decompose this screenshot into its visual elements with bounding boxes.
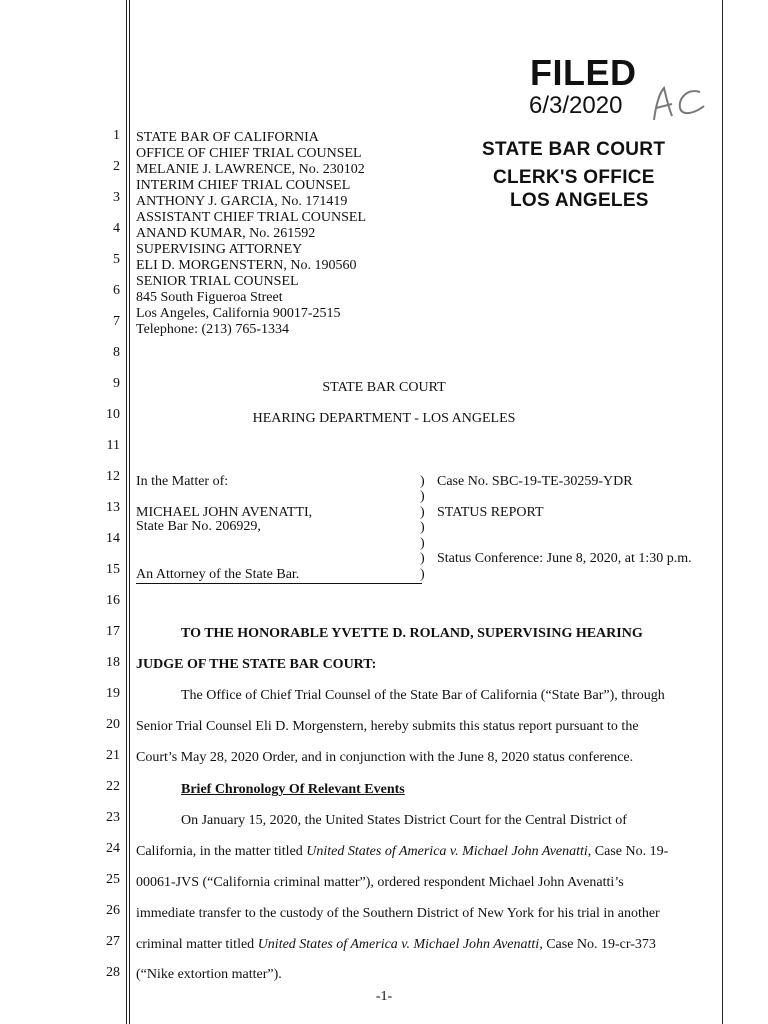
status-conference: Status Conference: June 8, 2020, at 1:30 p.m. xyxy=(437,551,692,566)
line-number: 5 xyxy=(113,252,120,267)
caption-underline xyxy=(136,583,422,584)
left-margin-rule-inner xyxy=(129,0,130,1024)
paragraph-2-line xyxy=(136,844,668,860)
counsel-line: ASSISTANT CHIEF TRIAL COUNSEL xyxy=(136,210,367,225)
paragraph-2-text: criminal matter titled xyxy=(136,937,258,952)
paragraph-2-text: , Case No. 19- xyxy=(587,844,669,859)
line-number: 1 xyxy=(113,128,120,143)
caption-paren: ) xyxy=(420,489,425,504)
counsel-line: 845 South Figueroa Street xyxy=(136,290,283,305)
page-number: -1- xyxy=(375,989,393,1004)
line-number: 25 xyxy=(106,872,120,887)
paragraph-1-line: Court’s May 28, 2020 Order, and in conjunction with the June 8, 2020 status conference. xyxy=(136,750,634,765)
caption-paren: ) xyxy=(420,551,425,566)
line-number: 27 xyxy=(106,934,120,949)
paragraph-2-line xyxy=(136,937,656,953)
case-number: Case No. SBC-19-TE-30259-YDR xyxy=(437,474,633,489)
line-number: 16 xyxy=(106,593,120,608)
line-number: 8 xyxy=(113,345,120,360)
line-number: 19 xyxy=(106,686,120,701)
counsel-line: OFFICE OF CHIEF TRIAL COUNSEL xyxy=(136,146,362,161)
counsel-line: STATE BAR OF CALIFORNIA xyxy=(136,130,319,145)
stamp-city-line: LOS ANGELES xyxy=(510,190,649,211)
section-heading: Brief Chronology Of Relevant Events xyxy=(181,782,405,797)
line-number: 14 xyxy=(106,531,120,546)
caption-attorney-line: An Attorney of the State Bar. xyxy=(136,567,300,582)
caption-paren: ) xyxy=(420,567,425,582)
counsel-line: SENIOR TRIAL COUNSEL xyxy=(136,274,299,289)
stamp-clerk-line: CLERK'S OFFICE xyxy=(493,167,655,188)
line-number: 6 xyxy=(113,283,120,298)
line-number: 20 xyxy=(106,717,120,732)
caption-bar-number: State Bar No. 206929, xyxy=(136,519,261,534)
counsel-block xyxy=(136,130,416,338)
address-line-1: TO THE HONORABLE YVETTE D. ROLAND, SUPERVISING HEARING xyxy=(181,626,643,641)
line-number: 17 xyxy=(106,624,120,639)
paragraph-2-line: (“Nike extortion matter”). xyxy=(136,967,282,982)
caption-respondent-name: MICHAEL JOHN AVENATTI, xyxy=(136,505,313,520)
caption-paren: ) xyxy=(420,505,425,520)
line-number: 4 xyxy=(113,221,120,236)
paragraph-1-line: Senior Trial Counsel Eli D. Morgenstern, hereby submits this status report pursuant to the xyxy=(136,719,639,734)
line-number: 11 xyxy=(106,438,120,453)
line-number: 7 xyxy=(113,314,120,329)
caption-paren: ) xyxy=(420,474,425,489)
counsel-line: ANAND KUMAR, No. 261592 xyxy=(136,226,316,241)
counsel-line: INTERIM CHIEF TRIAL COUNSEL xyxy=(136,178,351,193)
paragraph-2-line: 00061-JVS (“California criminal matter”), ordered respondent Michael John Avenatti’s xyxy=(136,875,624,890)
line-number: 3 xyxy=(113,190,120,205)
paragraph-2-text: California, in the matter titled xyxy=(136,844,307,859)
address-line-2: JUDGE OF THE STATE BAR COURT: xyxy=(136,657,377,672)
line-number: 13 xyxy=(106,500,120,515)
filed-stamp: FILED xyxy=(530,52,637,93)
court-name: STATE BAR COURT xyxy=(322,380,446,395)
line-number: 23 xyxy=(106,810,120,825)
paragraph-2-line: immediate transfer to the custody of the Southern District of New York for his trial in another xyxy=(136,906,660,921)
paragraph-2-line: On January 15, 2020, the United States District Court for the Central District of xyxy=(181,813,627,828)
filed-date: 6/3/2020 xyxy=(529,92,623,119)
counsel-line: MELANIE J. LAWRENCE, No. 230102 xyxy=(136,162,365,177)
left-margin-rule-outer xyxy=(126,0,127,1024)
line-number: 18 xyxy=(106,655,120,670)
line-number: 15 xyxy=(106,562,120,577)
paragraph-2-text: , Case No. 19-cr-373 xyxy=(539,937,656,952)
line-number: 28 xyxy=(106,965,120,980)
caption-paren: ) xyxy=(420,536,425,551)
clerk-initials-mark xyxy=(648,82,710,124)
line-number: 24 xyxy=(106,841,120,856)
line-number: 26 xyxy=(106,903,120,918)
document-title: STATUS REPORT xyxy=(437,505,544,520)
paragraph-1-line: The Office of Chief Trial Counsel of the State Bar of California (“State Bar”), through xyxy=(181,688,665,703)
counsel-line: Telephone: (213) 765-1334 xyxy=(136,322,289,337)
case-title-italic: United States of America v. Michael John Avenatti xyxy=(257,937,540,952)
caption-paren: ) xyxy=(420,520,425,535)
line-number: 9 xyxy=(113,376,120,391)
court-department: HEARING DEPARTMENT - LOS ANGELES xyxy=(252,411,516,426)
right-margin-rule xyxy=(722,0,723,1024)
case-title-italic: United States of America v. Michael John Avenatti xyxy=(306,844,588,859)
stamp-court-line: STATE BAR COURT xyxy=(482,139,666,160)
line-number: 10 xyxy=(106,407,120,422)
line-number: 12 xyxy=(106,469,120,484)
counsel-line: Los Angeles, California 90017-2515 xyxy=(136,306,341,321)
line-number: 22 xyxy=(106,779,120,794)
counsel-line: ELI D. MORGENSTERN, No. 190560 xyxy=(136,258,357,273)
counsel-line: ANTHONY J. GARCIA, No. 171419 xyxy=(136,194,348,209)
line-number: 21 xyxy=(106,748,120,763)
line-number: 2 xyxy=(113,159,120,174)
counsel-line: SUPERVISING ATTORNEY xyxy=(136,242,303,257)
caption-in-matter: In the Matter of: xyxy=(136,474,229,489)
